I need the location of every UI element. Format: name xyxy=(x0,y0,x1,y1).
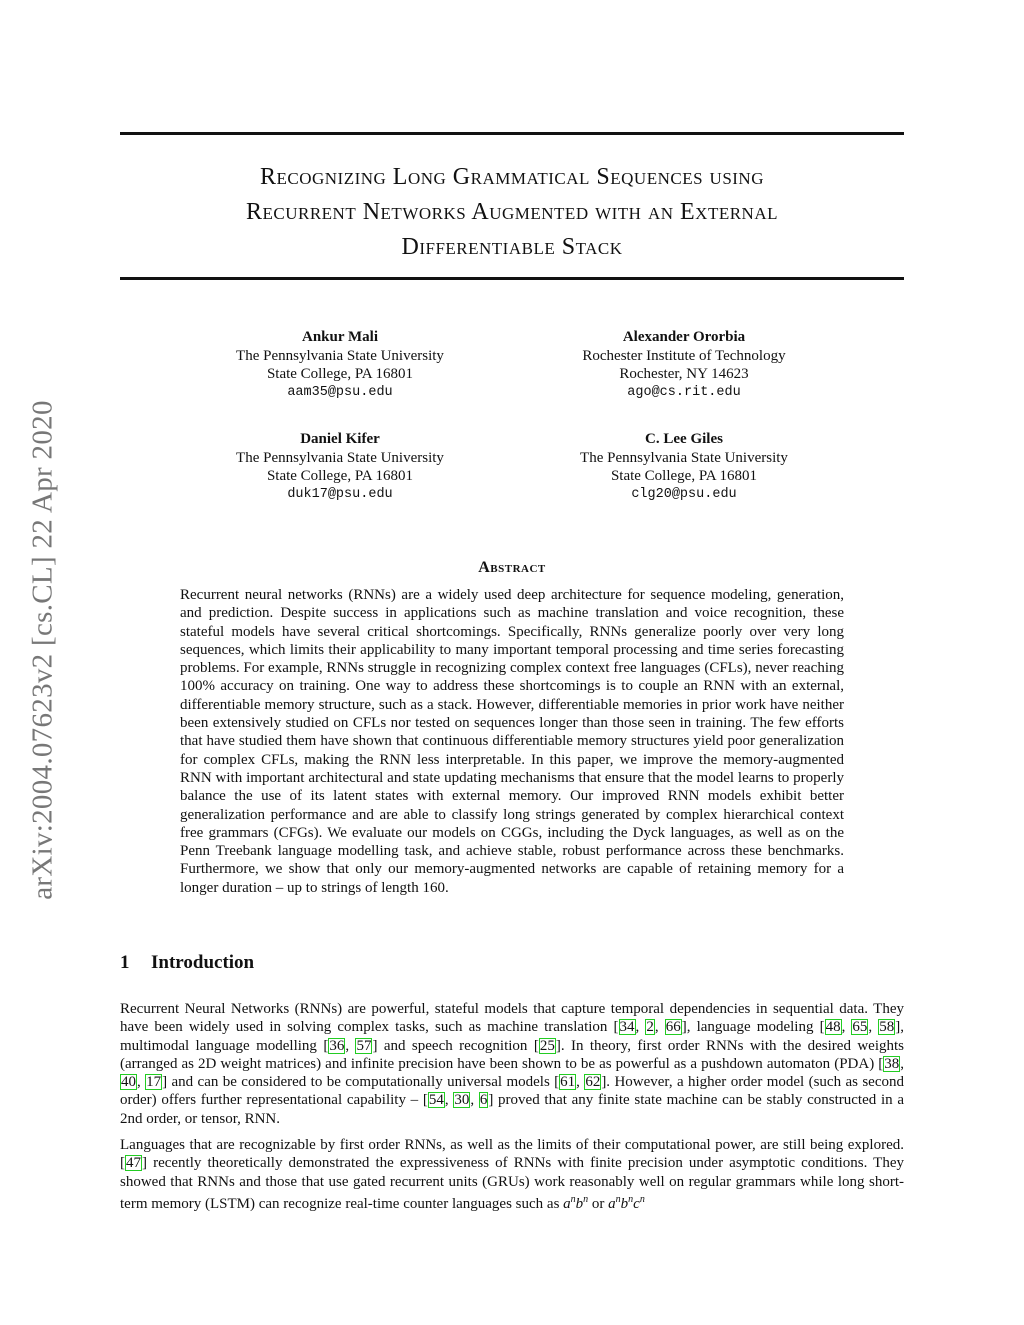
citation-link[interactable]: 30 xyxy=(454,1092,470,1109)
citation-link[interactable]: 66 xyxy=(665,1019,681,1036)
citation-link[interactable]: 47 xyxy=(126,1155,141,1172)
paper-title xyxy=(120,160,904,265)
author-block xyxy=(195,328,485,402)
citation-link[interactable]: 54 xyxy=(428,1092,444,1109)
text-run: ] recently theoretically demonstrated the expressiveness of RNNs with finite precision under asymptotic conditions. They showed that RNNs and those that use gated recurrent units (GRUs) work reasonably well on regular grammars while long short-term memory (LSTM) can recognize real-time counter languages such as xyxy=(120,1155,904,1212)
citation-link[interactable]: 25 xyxy=(539,1037,555,1054)
citation-link[interactable]: 17 xyxy=(146,1074,162,1091)
abstract-text: Recurrent neural networks (RNNs) are a widely used deep architecture for sequence modeling, generation, and prediction. Despite success in applications such as machine translation and voice recognition, these stateful models have several critical shortcomings. Specifically, RNNs generalize poorly over very long sequences, which limits their applicability to many important temporal processing and time series forecasting problems. For example, RNNs struggle in recognizing complex context free languages (CFLs), never reaching 100% accuracy on training. One way to address these shortcomings is to couple an RNN with an external, differentiable memory structure, such as a stack. However, differentiable memories in prior work have neither been extensively studied on CFLs nor tested on sequences longer than those seen in training. The few efforts that have studied them have shown that continuous differentiable memory structures yield poor generalization for complex CFLs, making the RNN less interpretable. In this paper, we improve the memory-augmented RNN with important architectural and state updating mechanisms that ensure that the model learns to properly balance the use of its latent states with external memory. Our improved RNN models exhibit better generalization performance and are able to classify long strings generated by complex hierarchical context free grammars (CFGs). We evaluate our models on CGGs, including the Dyck languages, as well as on the Penn Treebank language modelling task, and achieve stable, robust performance across these benchmarks. Furthermore, we show that only our memory-augmented networks are capable of retaining memory for a longer duration – up to strings of length 160. xyxy=(180,587,844,896)
author-block xyxy=(539,430,829,504)
author-affiliation: The Pennsylvania State University xyxy=(236,347,444,364)
text-run: ]. In theory, first order RNNs with the desired weights (arranged as 2D weight matrices) and infinite precision have been shown to be as powerful as a pushdown automaton (PDA) [ xyxy=(120,1037,905,1072)
citation-link[interactable]: 62 xyxy=(585,1074,601,1091)
title-line-1: Recognizing Long Grammatical Sequences using xyxy=(259,164,764,190)
title-line-3: Differentiable Stack xyxy=(401,234,623,260)
author-address: Rochester, NY 14623 xyxy=(619,366,749,382)
citation-link[interactable]: 40 xyxy=(121,1074,136,1091)
math-symbol: a xyxy=(608,1195,616,1212)
text-run: or xyxy=(588,1195,609,1212)
text-run: ]. However, a higher order model (such as second order) offers further representational capability – [ xyxy=(120,1074,904,1109)
title-line-2: Recurrent Networks Augmented with an External xyxy=(245,199,778,225)
math-symbol: c xyxy=(633,1195,640,1212)
citation-link[interactable]: 58 xyxy=(879,1019,895,1036)
author-address: State College, PA 16801 xyxy=(610,468,758,484)
author-email[interactable]: clg20@psu.edu xyxy=(631,486,737,502)
author-block xyxy=(539,328,829,402)
math-exponent: n xyxy=(615,1193,621,1205)
citation-link[interactable]: 36 xyxy=(329,1037,345,1054)
text-run: Recurrent Neural Networks (RNNs) are powerful, stateful models that capture temporal dependencies in sequential data. They have been widely used in solving complex tasks, such as machine translation [ xyxy=(120,1001,904,1036)
author-email[interactable]: ago@cs.rit.edu xyxy=(627,384,741,400)
math-exponent: n xyxy=(583,1193,589,1205)
math-exponent: n xyxy=(628,1193,634,1205)
author-name: Alexander Ororbia xyxy=(622,329,746,345)
citation-link[interactable]: 61 xyxy=(560,1074,576,1091)
math-exponent: n xyxy=(639,1193,645,1205)
citation-link[interactable]: 6 xyxy=(479,1092,488,1109)
math-anbn xyxy=(563,1193,589,1212)
title-rule-bottom xyxy=(120,277,904,280)
author-name: Daniel Kifer xyxy=(300,431,380,447)
section-heading xyxy=(120,952,254,974)
author-block xyxy=(195,430,485,504)
section-number: 1 xyxy=(120,952,130,973)
author-affiliation: Rochester Institute of Technology xyxy=(582,347,786,364)
text-run: ], multimodal language modelling [ xyxy=(120,1019,905,1054)
author-address: State College, PA 16801 xyxy=(266,468,414,484)
math-symbol: a xyxy=(563,1195,571,1212)
author-name: Ankur Mali xyxy=(302,329,378,345)
intro-paragraph-1: Recurrent Neural Networks (RNNs) are powerful, stateful models that capture temporal dependencies in sequential data. They have been widely used in solving complex tasks, such as machine translation [34, 2, 66], language modeling [48, 65, 58], multimodal language modelling [36, 57] and speech recognition [25]. In theory, first order RNNs with the desired weights (arranged as 2D weight matrices) and infinite precision have been shown to be as powerful as a pushdown automaton (PDA) [38, 40, 17] and can be considered to be computationally universal models [61, 62]. However, a higher order model (such as second order) offers further representational capability – [54, 30, 6] proved that any finite state machine can be stably constructed in a 2nd order, or tensor, RNN. xyxy=(120,1001,905,1127)
citation-link[interactable]: 48 xyxy=(825,1019,841,1036)
author-affiliation: The Pennsylvania State University xyxy=(236,449,444,466)
citation-link[interactable]: 57 xyxy=(356,1037,372,1054)
author-name: C. Lee Giles xyxy=(645,431,723,447)
text-run: ] and can be considered to be computationally universal models [ xyxy=(162,1074,560,1091)
citation-link[interactable]: 65 xyxy=(852,1019,868,1036)
author-email[interactable]: aam35@psu.edu xyxy=(287,384,393,400)
math-anbncn xyxy=(608,1193,645,1212)
section-title: Introduction xyxy=(151,952,255,973)
intro-paragraph-2 xyxy=(120,1136,904,1213)
arxiv-id: arXiv:2004.07623v2 [cs.CL] 22 Apr 2020 xyxy=(26,400,59,900)
text-run: ] proved that any finite state machine can be stably constructed in a 2nd order, or tensor, RNN. xyxy=(120,1092,904,1127)
citation-link[interactable]: 2 xyxy=(646,1019,654,1036)
text-run: ] and speech recognition [ xyxy=(372,1037,539,1054)
author-affiliation: The Pennsylvania State University xyxy=(580,449,788,466)
text-run: Languages that are recognizable by first order RNNs, as well as the limits of their computational power, are still being explored. [ xyxy=(120,1137,904,1172)
math-symbol: b xyxy=(620,1195,629,1212)
citation-link[interactable]: 38 xyxy=(884,1055,900,1072)
author-address: State College, PA 16801 xyxy=(266,366,414,382)
title-rule-top xyxy=(120,132,904,135)
author-email[interactable]: duk17@psu.edu xyxy=(287,486,393,502)
text-run: ], language modeling [ xyxy=(681,1019,825,1036)
math-exponent: n xyxy=(570,1193,576,1205)
math-symbol: b xyxy=(575,1195,584,1212)
citation-link[interactable]: 34 xyxy=(619,1019,635,1036)
abstract-heading: Abstract xyxy=(478,559,546,576)
